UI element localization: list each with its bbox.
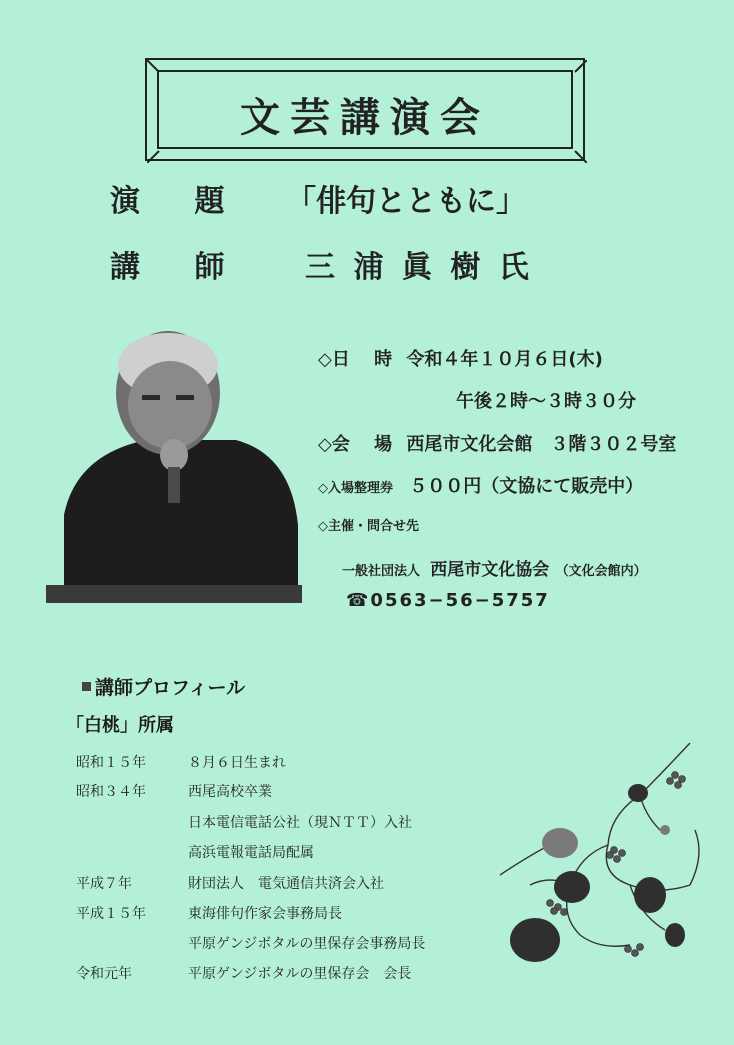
date-value: 令和４年１０月６日(木) (406, 349, 603, 370)
lecturer-name: 三 浦 眞 樹 氏 (305, 250, 533, 285)
profile-row-text: 西尾高校卒業 (188, 784, 272, 800)
theme-value: 「俳句とともに」 (286, 184, 526, 219)
date-label: ◇日 時 (318, 349, 393, 370)
organizer-line (342, 555, 647, 580)
affiliation: 「白桃」所属 (66, 715, 174, 736)
organizer-prefix: 一般社団法人 (342, 564, 421, 579)
title-frame (145, 58, 585, 161)
profile-row-year: 昭和３４年 (76, 784, 146, 800)
ticket-label: ◇入場整理券 (318, 481, 393, 496)
organizer-label: ◇主催・問合せ先 (318, 519, 419, 534)
profile-row-text: 平原ゲンジボタルの里保存会事務局長 (188, 936, 426, 952)
profile-row-text: 財団法人 電気通信共済会入社 (188, 876, 384, 892)
organizer-note: （文化会館内） (555, 564, 647, 579)
profile-heading-text: 講師プロフィール (95, 677, 246, 699)
profile-row-text: 平原ゲンジボタルの里保存会 会長 (188, 966, 412, 982)
date-line (318, 345, 603, 371)
profile-row-text: 高浜電報電話局配属 (188, 845, 314, 861)
profile-row-year: 令和元年 (76, 966, 132, 982)
page-title: 文芸講演会 (240, 95, 490, 141)
profile-row-text: 東海俳句作家会事務局長 (188, 906, 342, 922)
lecturer-photo (46, 325, 302, 603)
profile-heading (82, 673, 245, 700)
venue-label: ◇会 場 (318, 434, 393, 455)
vine-illustration (490, 735, 715, 975)
organizer-name: 西尾市文化協会 (430, 560, 550, 580)
profile-row-year: 平成７年 (76, 876, 132, 892)
lecturer-label: 講 師 (110, 250, 247, 285)
profile-row-text: 日本電信電話公社（現ＮＴＴ）入社 (188, 815, 412, 831)
ticket-value: ５００円（文協にて販売中） (409, 476, 644, 497)
venue-value: 西尾市文化会館 ３階３０２号室 (406, 434, 677, 455)
phone-number: ☎0563−56−5757 (346, 590, 550, 611)
square-bullet-icon (82, 682, 91, 691)
time-value: 午後２時〜３時３０分 (456, 391, 636, 412)
venue-line (318, 430, 676, 456)
profile-row-text: ８月６日生まれ (188, 755, 286, 771)
theme-label: 演 題 (110, 184, 247, 219)
profile-row-year: 昭和１５年 (76, 755, 146, 771)
ticket-line (318, 472, 643, 498)
profile-row-year: 平成１５年 (76, 906, 146, 922)
